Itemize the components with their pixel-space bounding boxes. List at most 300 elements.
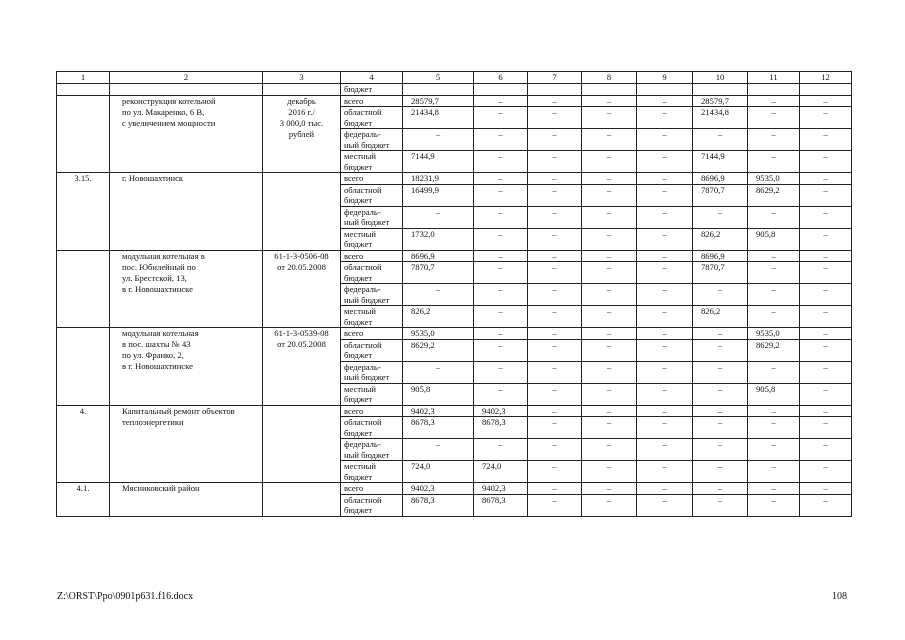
value-cell bbox=[800, 140, 852, 151]
table-row bbox=[57, 95, 852, 107]
value-cell bbox=[637, 217, 693, 228]
value-cell: – bbox=[800, 250, 852, 262]
item-number-cell bbox=[57, 328, 110, 340]
value-cell: – bbox=[582, 417, 637, 428]
table-body bbox=[57, 72, 852, 517]
document-cell bbox=[263, 450, 341, 461]
value-cell bbox=[474, 394, 528, 405]
value-cell: – bbox=[582, 461, 637, 472]
document-cell: рублей bbox=[263, 129, 341, 140]
header-cell: 3 bbox=[263, 72, 341, 84]
funding-source-cell: местный bbox=[341, 151, 403, 162]
value-cell bbox=[403, 162, 474, 173]
funding-source-cell: местный bbox=[341, 461, 403, 472]
value-cell: – bbox=[528, 494, 582, 505]
table-row bbox=[57, 295, 852, 306]
value-cell: – bbox=[748, 417, 800, 428]
table-row bbox=[57, 317, 852, 328]
item-name-cell: по ул. Франко, 2, bbox=[110, 350, 263, 361]
value-cell bbox=[800, 372, 852, 383]
value-cell: – bbox=[800, 483, 852, 495]
item-name-cell bbox=[110, 439, 263, 450]
item-name-cell bbox=[110, 140, 263, 151]
value-cell: – bbox=[528, 151, 582, 162]
value-cell bbox=[474, 195, 528, 206]
value-cell: – bbox=[637, 405, 693, 417]
document-cell bbox=[263, 461, 341, 472]
value-cell bbox=[748, 118, 800, 129]
document-cell bbox=[263, 228, 341, 239]
funding-source-cell: местный bbox=[341, 383, 403, 394]
funding-source-cell: всего bbox=[341, 405, 403, 417]
value-cell bbox=[693, 217, 748, 228]
table-row bbox=[57, 405, 852, 417]
value-cell: – bbox=[474, 339, 528, 350]
value-cell bbox=[800, 394, 852, 405]
value-cell bbox=[693, 84, 748, 96]
table-row bbox=[57, 494, 852, 505]
item-number-cell bbox=[57, 428, 110, 439]
value-cell: 8629,2 bbox=[748, 339, 800, 350]
item-name-cell bbox=[110, 494, 263, 505]
item-number-cell bbox=[57, 494, 110, 505]
value-cell: – bbox=[693, 383, 748, 394]
funding-source-cell: бюджет bbox=[341, 350, 403, 361]
item-number-cell bbox=[57, 228, 110, 239]
value-cell bbox=[582, 295, 637, 306]
value-cell: – bbox=[637, 107, 693, 118]
value-cell: – bbox=[800, 107, 852, 118]
item-number-cell bbox=[57, 394, 110, 405]
funding-source-cell: всего bbox=[341, 328, 403, 340]
value-cell bbox=[693, 273, 748, 284]
value-cell: 8696,9 bbox=[693, 250, 748, 262]
value-cell: – bbox=[582, 151, 637, 162]
funding-source-cell: ный бюджет bbox=[341, 450, 403, 461]
value-cell: – bbox=[528, 107, 582, 118]
document-cell bbox=[263, 494, 341, 505]
value-cell bbox=[693, 350, 748, 361]
value-cell bbox=[528, 162, 582, 173]
table-row bbox=[57, 107, 852, 118]
table-row bbox=[57, 439, 852, 450]
value-cell: – bbox=[693, 328, 748, 340]
value-cell bbox=[528, 505, 582, 516]
item-number-cell bbox=[57, 184, 110, 195]
value-cell: – bbox=[528, 306, 582, 317]
header-cell: 12 bbox=[800, 72, 852, 84]
table-row bbox=[57, 273, 852, 284]
footer-file-path: Z:\ORST\Ppo\0901p631.f16.docx bbox=[57, 591, 194, 602]
value-cell: 9402,3 bbox=[403, 405, 474, 417]
document-cell: 61-1-3-0506-08 bbox=[263, 250, 341, 262]
value-cell bbox=[748, 472, 800, 483]
value-cell bbox=[800, 350, 852, 361]
item-name-cell: Мясниковский район bbox=[110, 483, 263, 495]
value-cell: – bbox=[748, 361, 800, 372]
item-name-cell: модульная котельная bbox=[110, 328, 263, 340]
value-cell: – bbox=[637, 483, 693, 495]
value-cell: – bbox=[748, 494, 800, 505]
value-cell bbox=[403, 394, 474, 405]
document-cell bbox=[263, 472, 341, 483]
value-cell: – bbox=[403, 284, 474, 295]
value-cell: 9402,3 bbox=[474, 405, 528, 417]
document-cell bbox=[263, 162, 341, 173]
value-cell bbox=[637, 295, 693, 306]
value-cell bbox=[582, 428, 637, 439]
value-cell bbox=[748, 394, 800, 405]
value-cell: – bbox=[748, 262, 800, 273]
document-cell bbox=[263, 383, 341, 394]
value-cell: – bbox=[582, 328, 637, 340]
value-cell: – bbox=[693, 405, 748, 417]
value-cell bbox=[693, 317, 748, 328]
item-name-cell: пос. Юбилейный по bbox=[110, 262, 263, 273]
value-cell bbox=[582, 372, 637, 383]
table-row bbox=[57, 461, 852, 472]
funding-source-cell: бюджет bbox=[341, 394, 403, 405]
document-cell bbox=[263, 84, 341, 96]
item-name-cell: Капитальный ремонт объектов bbox=[110, 405, 263, 417]
table-row bbox=[57, 184, 852, 195]
item-name-cell bbox=[110, 372, 263, 383]
item-name-cell: в г. Новошахтинске bbox=[110, 361, 263, 372]
value-cell: – bbox=[528, 361, 582, 372]
value-cell: – bbox=[800, 306, 852, 317]
item-name-cell bbox=[110, 195, 263, 206]
funding-source-cell: бюджет bbox=[341, 118, 403, 129]
value-cell: 9402,3 bbox=[474, 483, 528, 495]
value-cell: – bbox=[403, 361, 474, 372]
budget-table bbox=[56, 71, 852, 517]
funding-source-cell: бюджет bbox=[341, 428, 403, 439]
item-number-cell bbox=[57, 383, 110, 394]
value-cell bbox=[637, 273, 693, 284]
value-cell: – bbox=[474, 383, 528, 394]
value-cell: – bbox=[693, 284, 748, 295]
header-cell: 6 bbox=[474, 72, 528, 84]
table-row bbox=[57, 239, 852, 250]
value-cell bbox=[582, 84, 637, 96]
value-cell: – bbox=[800, 494, 852, 505]
value-cell bbox=[693, 450, 748, 461]
value-cell: – bbox=[800, 284, 852, 295]
document-cell bbox=[263, 151, 341, 162]
funding-source-cell: областной bbox=[341, 262, 403, 273]
value-cell: 8678,3 bbox=[403, 417, 474, 428]
funding-source-cell: местный bbox=[341, 306, 403, 317]
value-cell: – bbox=[474, 328, 528, 340]
value-cell: – bbox=[474, 439, 528, 450]
value-cell: – bbox=[582, 494, 637, 505]
value-cell bbox=[403, 195, 474, 206]
value-cell bbox=[800, 450, 852, 461]
funding-source-cell: ный бюджет bbox=[341, 295, 403, 306]
item-name-cell bbox=[110, 472, 263, 483]
value-cell bbox=[748, 239, 800, 250]
value-cell: 8629,2 bbox=[403, 339, 474, 350]
value-cell: – bbox=[528, 228, 582, 239]
value-cell bbox=[748, 372, 800, 383]
page-number: 108 bbox=[832, 591, 847, 602]
document-cell bbox=[263, 417, 341, 428]
funding-source-cell: бюджет bbox=[341, 195, 403, 206]
value-cell: 905,8 bbox=[748, 383, 800, 394]
value-cell: 905,8 bbox=[748, 228, 800, 239]
value-cell: – bbox=[693, 494, 748, 505]
value-cell bbox=[582, 450, 637, 461]
value-cell bbox=[637, 162, 693, 173]
value-cell: – bbox=[474, 107, 528, 118]
value-cell bbox=[528, 450, 582, 461]
value-cell: – bbox=[582, 250, 637, 262]
item-name-cell bbox=[110, 450, 263, 461]
item-name-cell bbox=[110, 206, 263, 217]
value-cell: – bbox=[528, 417, 582, 428]
table-row bbox=[57, 428, 852, 439]
value-cell: – bbox=[528, 129, 582, 140]
item-name-cell bbox=[110, 428, 263, 439]
item-number-cell bbox=[57, 295, 110, 306]
value-cell: – bbox=[693, 483, 748, 495]
value-cell: – bbox=[800, 95, 852, 107]
value-cell bbox=[528, 317, 582, 328]
value-cell bbox=[582, 350, 637, 361]
document-cell bbox=[263, 317, 341, 328]
value-cell: 9535,0 bbox=[748, 173, 800, 185]
table-row bbox=[57, 361, 852, 372]
item-name-cell bbox=[110, 317, 263, 328]
value-cell: – bbox=[800, 173, 852, 185]
table-row bbox=[57, 262, 852, 273]
document-cell bbox=[263, 361, 341, 372]
value-cell bbox=[748, 450, 800, 461]
value-cell bbox=[800, 118, 852, 129]
item-number-cell bbox=[57, 239, 110, 250]
item-number-cell bbox=[57, 306, 110, 317]
value-cell bbox=[403, 505, 474, 516]
item-name-cell bbox=[110, 306, 263, 317]
table-row bbox=[57, 505, 852, 516]
value-cell: – bbox=[637, 262, 693, 273]
value-cell bbox=[637, 195, 693, 206]
item-number-cell bbox=[57, 151, 110, 162]
value-cell: – bbox=[582, 284, 637, 295]
value-cell bbox=[748, 317, 800, 328]
value-cell bbox=[637, 394, 693, 405]
value-cell bbox=[403, 372, 474, 383]
item-name-cell bbox=[110, 461, 263, 472]
value-cell: – bbox=[693, 206, 748, 217]
value-cell: – bbox=[582, 184, 637, 195]
item-number-cell bbox=[57, 417, 110, 428]
value-cell: – bbox=[637, 494, 693, 505]
value-cell: 1732,0 bbox=[403, 228, 474, 239]
header-cell: 2 bbox=[110, 72, 263, 84]
funding-source-cell: областной bbox=[341, 494, 403, 505]
value-cell bbox=[582, 217, 637, 228]
document-cell bbox=[263, 372, 341, 383]
value-cell bbox=[693, 162, 748, 173]
value-cell bbox=[748, 140, 800, 151]
item-number-cell bbox=[57, 206, 110, 217]
value-cell: – bbox=[800, 262, 852, 273]
table-row bbox=[57, 162, 852, 173]
value-cell bbox=[693, 118, 748, 129]
value-cell bbox=[693, 428, 748, 439]
document-cell: 61-1-3-0539-08 bbox=[263, 328, 341, 340]
table-row bbox=[57, 284, 852, 295]
item-name-cell: теплоэнергетики bbox=[110, 417, 263, 428]
value-cell: – bbox=[582, 483, 637, 495]
value-cell: 905,8 bbox=[403, 383, 474, 394]
value-cell: 8696,9 bbox=[403, 250, 474, 262]
item-name-cell bbox=[110, 217, 263, 228]
value-cell: – bbox=[800, 129, 852, 140]
table-row bbox=[57, 394, 852, 405]
item-name-cell bbox=[110, 162, 263, 173]
value-cell bbox=[474, 472, 528, 483]
table-row bbox=[57, 129, 852, 140]
value-cell: – bbox=[582, 405, 637, 417]
value-cell: – bbox=[582, 206, 637, 217]
document-cell bbox=[263, 184, 341, 195]
funding-source-cell: областной bbox=[341, 339, 403, 350]
value-cell: 16499,9 bbox=[403, 184, 474, 195]
value-cell: – bbox=[693, 361, 748, 372]
value-cell bbox=[474, 162, 528, 173]
value-cell: – bbox=[693, 439, 748, 450]
document-cell bbox=[263, 483, 341, 495]
value-cell: 21434,8 bbox=[693, 107, 748, 118]
funding-source-cell: бюджет bbox=[341, 239, 403, 250]
value-cell bbox=[582, 273, 637, 284]
document-cell bbox=[263, 140, 341, 151]
value-cell: 7144,9 bbox=[403, 151, 474, 162]
value-cell: – bbox=[528, 250, 582, 262]
document-cell bbox=[263, 206, 341, 217]
value-cell: – bbox=[474, 206, 528, 217]
item-name-cell bbox=[110, 239, 263, 250]
header-cell: 7 bbox=[528, 72, 582, 84]
funding-source-cell: федераль- bbox=[341, 361, 403, 372]
item-number-cell bbox=[57, 262, 110, 273]
funding-source-cell: областной bbox=[341, 417, 403, 428]
document-cell bbox=[263, 439, 341, 450]
item-name-cell: с увеличением мощности bbox=[110, 118, 263, 129]
table-row bbox=[57, 250, 852, 262]
funding-source-cell: всего bbox=[341, 173, 403, 185]
table-row bbox=[57, 450, 852, 461]
document-cell bbox=[263, 173, 341, 185]
item-name-cell bbox=[110, 84, 263, 96]
value-cell: – bbox=[637, 461, 693, 472]
table-row bbox=[57, 118, 852, 129]
item-number-cell: 4.1. bbox=[57, 483, 110, 495]
value-cell: – bbox=[582, 306, 637, 317]
value-cell bbox=[528, 217, 582, 228]
funding-source-cell: областной bbox=[341, 107, 403, 118]
value-cell bbox=[403, 140, 474, 151]
value-cell bbox=[637, 472, 693, 483]
funding-source-cell: бюджет bbox=[341, 273, 403, 284]
value-cell bbox=[637, 450, 693, 461]
value-cell: – bbox=[637, 383, 693, 394]
value-cell: – bbox=[800, 328, 852, 340]
item-name-cell bbox=[110, 383, 263, 394]
value-cell bbox=[474, 217, 528, 228]
value-cell bbox=[528, 472, 582, 483]
value-cell bbox=[693, 140, 748, 151]
value-cell bbox=[637, 84, 693, 96]
funding-source-cell: местный bbox=[341, 228, 403, 239]
value-cell bbox=[403, 273, 474, 284]
value-cell bbox=[582, 317, 637, 328]
value-cell: – bbox=[748, 439, 800, 450]
value-cell: – bbox=[748, 107, 800, 118]
value-cell: – bbox=[474, 95, 528, 107]
value-cell: 7870,7 bbox=[693, 262, 748, 273]
item-number-cell bbox=[57, 195, 110, 206]
value-cell: 7870,7 bbox=[403, 262, 474, 273]
value-cell: 8696,9 bbox=[693, 173, 748, 185]
value-cell bbox=[403, 239, 474, 250]
value-cell bbox=[748, 295, 800, 306]
table-row bbox=[57, 350, 852, 361]
value-cell: – bbox=[528, 284, 582, 295]
value-cell bbox=[582, 505, 637, 516]
value-cell bbox=[748, 84, 800, 96]
table-row bbox=[57, 483, 852, 495]
document-cell bbox=[263, 284, 341, 295]
value-cell bbox=[748, 350, 800, 361]
item-number-cell bbox=[57, 284, 110, 295]
value-cell bbox=[528, 273, 582, 284]
value-cell: – bbox=[637, 284, 693, 295]
value-cell bbox=[693, 394, 748, 405]
table-row bbox=[57, 217, 852, 228]
document-cell bbox=[263, 295, 341, 306]
table-row bbox=[57, 151, 852, 162]
table-row bbox=[57, 417, 852, 428]
value-cell: – bbox=[637, 439, 693, 450]
value-cell bbox=[403, 350, 474, 361]
value-cell: – bbox=[474, 306, 528, 317]
value-cell: – bbox=[528, 328, 582, 340]
value-cell bbox=[528, 118, 582, 129]
item-name-cell bbox=[110, 129, 263, 140]
value-cell bbox=[800, 273, 852, 284]
value-cell bbox=[800, 217, 852, 228]
funding-source-cell: всего bbox=[341, 95, 403, 107]
value-cell: – bbox=[637, 361, 693, 372]
value-cell: – bbox=[637, 417, 693, 428]
item-number-cell bbox=[57, 217, 110, 228]
value-cell: – bbox=[582, 129, 637, 140]
value-cell bbox=[474, 118, 528, 129]
header-cell: 8 bbox=[582, 72, 637, 84]
value-cell: – bbox=[474, 250, 528, 262]
value-cell bbox=[800, 472, 852, 483]
value-cell: – bbox=[748, 483, 800, 495]
value-cell bbox=[403, 295, 474, 306]
value-cell: – bbox=[528, 95, 582, 107]
value-cell bbox=[637, 317, 693, 328]
value-cell: – bbox=[800, 405, 852, 417]
document-cell bbox=[263, 217, 341, 228]
value-cell: 9402,3 bbox=[403, 483, 474, 495]
